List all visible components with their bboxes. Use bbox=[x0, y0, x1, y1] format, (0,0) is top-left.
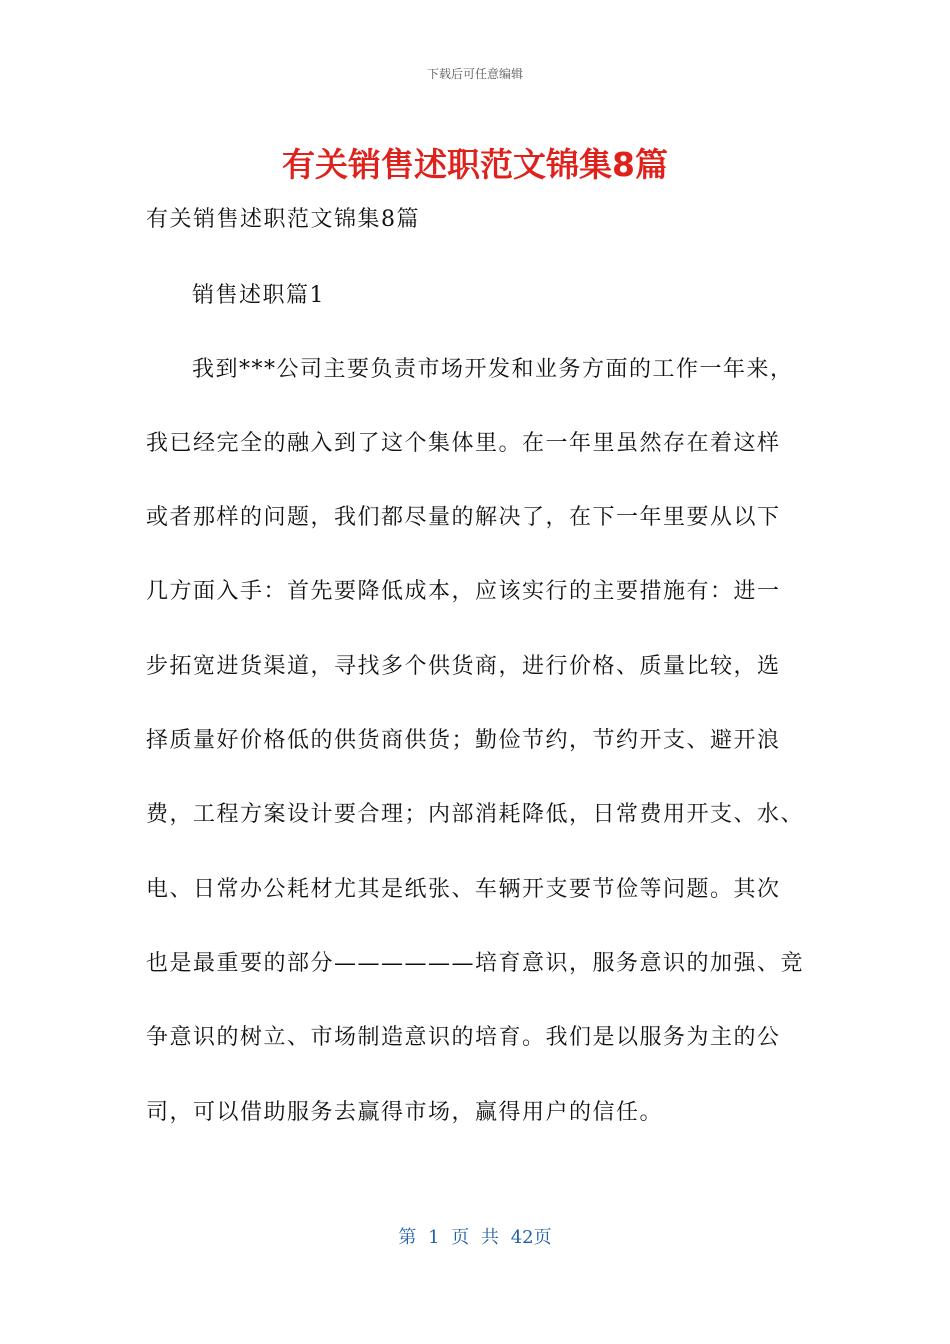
paragraph-line: 电、日常办公耗材尤其是纸张、车辆开支要节俭等问题。其次 bbox=[146, 877, 781, 902]
paragraph-line: 费，工程方案设计要合理；内部消耗降低，日常费用开支、水、 bbox=[146, 802, 805, 827]
paragraph-line: 步拓宽进货渠道，寻找多个供货商，进行价格、质量比较，选 bbox=[146, 654, 781, 679]
document-title: 有关销售述职范文锦集8篇 bbox=[282, 145, 668, 184]
paragraph-line: 择质量好价格低的供货商供货；勤俭节约，节约开支、避开浪 bbox=[146, 728, 781, 753]
header-note: 下载后可任意编辑 bbox=[426, 67, 523, 81]
paragraph-line: 我已经完全的融入到了这个集体里。在一年里虽然存在着这样 bbox=[146, 431, 781, 456]
paragraph-line: 或者那样的问题，我们都尽量的解决了，在下一年里要从以下 bbox=[146, 505, 781, 530]
section-heading: 销售述职篇1 bbox=[192, 283, 325, 308]
page-number: 第 1 页 共 42页 bbox=[398, 1227, 552, 1248]
paragraph-line: 也是最重要的部分——————培育意识，服务意识的加强、竞 bbox=[146, 951, 805, 976]
paragraph-line: 争意识的树立、市场制造意识的培育。我们是以服务为主的公 bbox=[146, 1025, 781, 1050]
paragraph-line: 我到***公司主要负责市场开发和业务方面的工作一年来， bbox=[192, 357, 794, 382]
paragraph-line: 几方面入手：首先要降低成本，应该实行的主要措施有：进一 bbox=[146, 579, 781, 604]
paragraph-line: 司，可以借助服务去赢得市场，赢得用户的信任。 bbox=[146, 1100, 664, 1125]
document-subtitle: 有关销售述职范文锦集8篇 bbox=[146, 207, 420, 232]
